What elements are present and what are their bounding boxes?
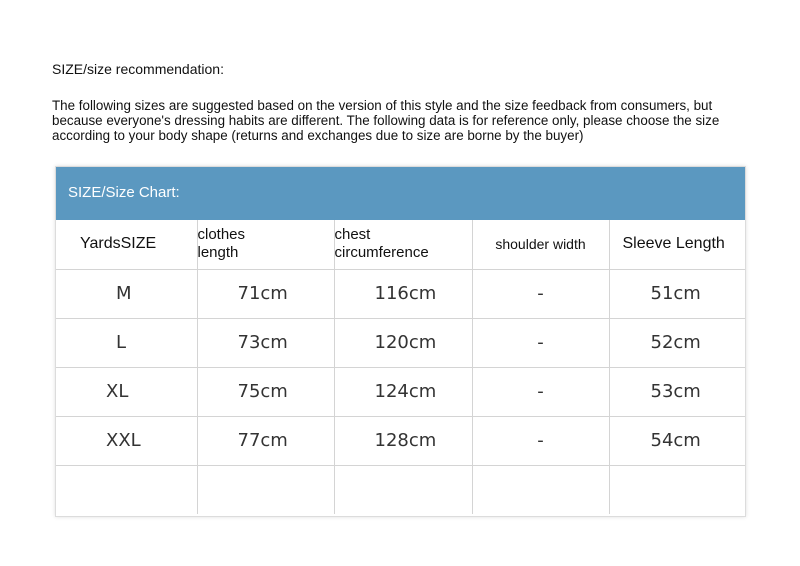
table-row [56,416,745,465]
cell-empty [197,465,334,514]
column-header-length-line: length [197,244,239,262]
intro-line: according to your body shape (returns and exchanges due to size are borne by the buyer) [52,128,584,143]
intro-paragraph [52,98,742,143]
table-header-row [56,220,745,269]
cell-chest: 128cm [334,416,472,465]
cell-chest: 120cm [334,318,472,367]
table-row [56,367,745,416]
size-chart [55,166,746,517]
column-header-length-line: clothes [197,226,246,244]
cell-size: M [56,269,197,318]
column-header-length [197,220,334,269]
column-header-shoulder: shoulder width [472,220,609,269]
cell-shoulder: - [472,416,609,465]
cell-shoulder: - [472,367,609,416]
column-header-sleeve: Sleeve Length [609,220,745,269]
column-header-chest-line: chest [334,226,371,244]
table-row [56,318,745,367]
column-header-size: YardsSIZE [56,220,197,269]
cell-empty [472,465,609,514]
size-chart-title: SIZE/Size Chart: [68,184,180,201]
cell-length: 77cm [197,416,334,465]
cell-empty [334,465,472,514]
table-row-empty [56,465,745,514]
intro-line: because everyone's dressing habits are different. The following data is for reference only, please choose the size [52,113,720,128]
cell-sleeve: 53cm [609,367,745,416]
cell-empty [609,465,745,514]
cell-size: XL [56,367,197,416]
cell-length: 73cm [197,318,334,367]
cell-length: 75cm [197,367,334,416]
cell-empty [56,465,197,514]
table-row [56,269,745,318]
intro-line: The following sizes are suggested based on the version of this style and the size feedback from consumers, but [52,98,713,113]
cell-shoulder: - [472,318,609,367]
cell-length: 71cm [197,269,334,318]
cell-size: XXL [56,416,197,465]
cell-chest: 116cm [334,269,472,318]
cell-sleeve: 54cm [609,416,745,465]
column-header-chest-line: circumference [334,244,429,262]
column-header-chest [334,220,472,269]
cell-shoulder: - [472,269,609,318]
cell-sleeve: 52cm [609,318,745,367]
page-heading: SIZE/size recommendation: [52,61,224,77]
cell-sleeve: 51cm [609,269,745,318]
size-table [56,220,745,514]
size-chart-header [56,167,745,220]
cell-chest: 124cm [334,367,472,416]
cell-size: L [56,318,197,367]
